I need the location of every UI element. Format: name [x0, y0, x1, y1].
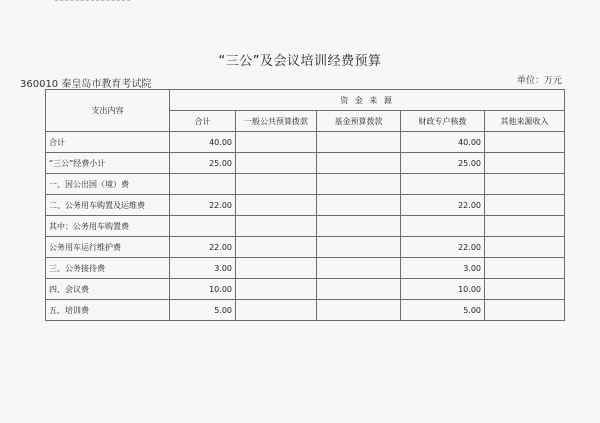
row-label: 公务用车运行维护费: [46, 237, 170, 258]
row-total: 5.00: [170, 300, 236, 321]
row-special: 40.00: [401, 132, 485, 153]
row-fund: [317, 237, 401, 258]
header-total: 合计: [170, 111, 236, 132]
header-special: 财政专户核拨: [401, 111, 485, 132]
row-label: 其中：公务用车购置费: [46, 216, 170, 237]
page-title: “三公”及会议培训经费预算: [218, 54, 382, 69]
row-label: “三公”经费小计: [46, 153, 170, 174]
row-label: 四、会议费: [46, 279, 170, 300]
table-row: [46, 153, 565, 174]
unit-name: 360010 秦皇岛市教育考试院: [20, 79, 152, 90]
row-fund: [317, 300, 401, 321]
row-special: [401, 216, 485, 237]
row-special: 22.00: [401, 195, 485, 216]
unit-label: 单位：万元: [516, 76, 562, 86]
row-other: [485, 258, 565, 279]
row-general: [236, 153, 317, 174]
row-total: 25.00: [170, 153, 236, 174]
row-fund: [317, 174, 401, 195]
header-general: 一般公共预算拨款: [236, 111, 317, 132]
row-label: 合计: [46, 132, 170, 153]
row-general: [236, 279, 317, 300]
row-special: [401, 174, 485, 195]
table-row: [46, 174, 565, 195]
row-other: [485, 153, 565, 174]
row-label: 五、培训费: [46, 300, 170, 321]
table-row: [46, 258, 565, 279]
row-total: 22.00: [170, 195, 236, 216]
header-item: 支出内容: [46, 90, 170, 132]
row-special: 22.00: [401, 237, 485, 258]
row-total: 10.00: [170, 279, 236, 300]
header-funds: 资 金 来 源: [170, 90, 565, 111]
header-fund: 基金预算拨款: [317, 111, 401, 132]
row-fund: [317, 195, 401, 216]
row-label: 三、公务接待费: [46, 258, 170, 279]
row-label: 二、公务用车购置及运维费: [46, 195, 170, 216]
row-special: 10.00: [401, 279, 485, 300]
row-special: 3.00: [401, 258, 485, 279]
row-other: [485, 195, 565, 216]
table-row: [46, 216, 565, 237]
row-other: [485, 237, 565, 258]
row-fund: [317, 258, 401, 279]
row-fund: [317, 153, 401, 174]
row-fund: [317, 132, 401, 153]
row-general: [236, 216, 317, 237]
row-fund: [317, 216, 401, 237]
table-row: [46, 195, 565, 216]
table-header-row: [46, 90, 565, 111]
row-general: [236, 195, 317, 216]
row-general: [236, 132, 317, 153]
table-row: [46, 279, 565, 300]
row-other: [485, 279, 565, 300]
table-row: [46, 132, 565, 153]
row-other: [485, 174, 565, 195]
row-other: [485, 300, 565, 321]
row-general: [236, 300, 317, 321]
row-total: [170, 174, 236, 195]
table-row: [46, 300, 565, 321]
row-other: [485, 216, 565, 237]
row-total: 40.00: [170, 132, 236, 153]
row-general: [236, 237, 317, 258]
row-total: [170, 216, 236, 237]
row-fund: [317, 279, 401, 300]
row-label: 一、因公出国（境）费: [46, 174, 170, 195]
row-general: [236, 174, 317, 195]
budget-table: [45, 89, 565, 321]
row-special: 5.00: [401, 300, 485, 321]
row-other: [485, 132, 565, 153]
row-special: 25.00: [401, 153, 485, 174]
row-total: 3.00: [170, 258, 236, 279]
header-other: 其他来源收入: [485, 111, 565, 132]
row-total: 22.00: [170, 237, 236, 258]
scan-mark: [55, 0, 130, 5]
table-row: [46, 237, 565, 258]
row-general: [236, 258, 317, 279]
